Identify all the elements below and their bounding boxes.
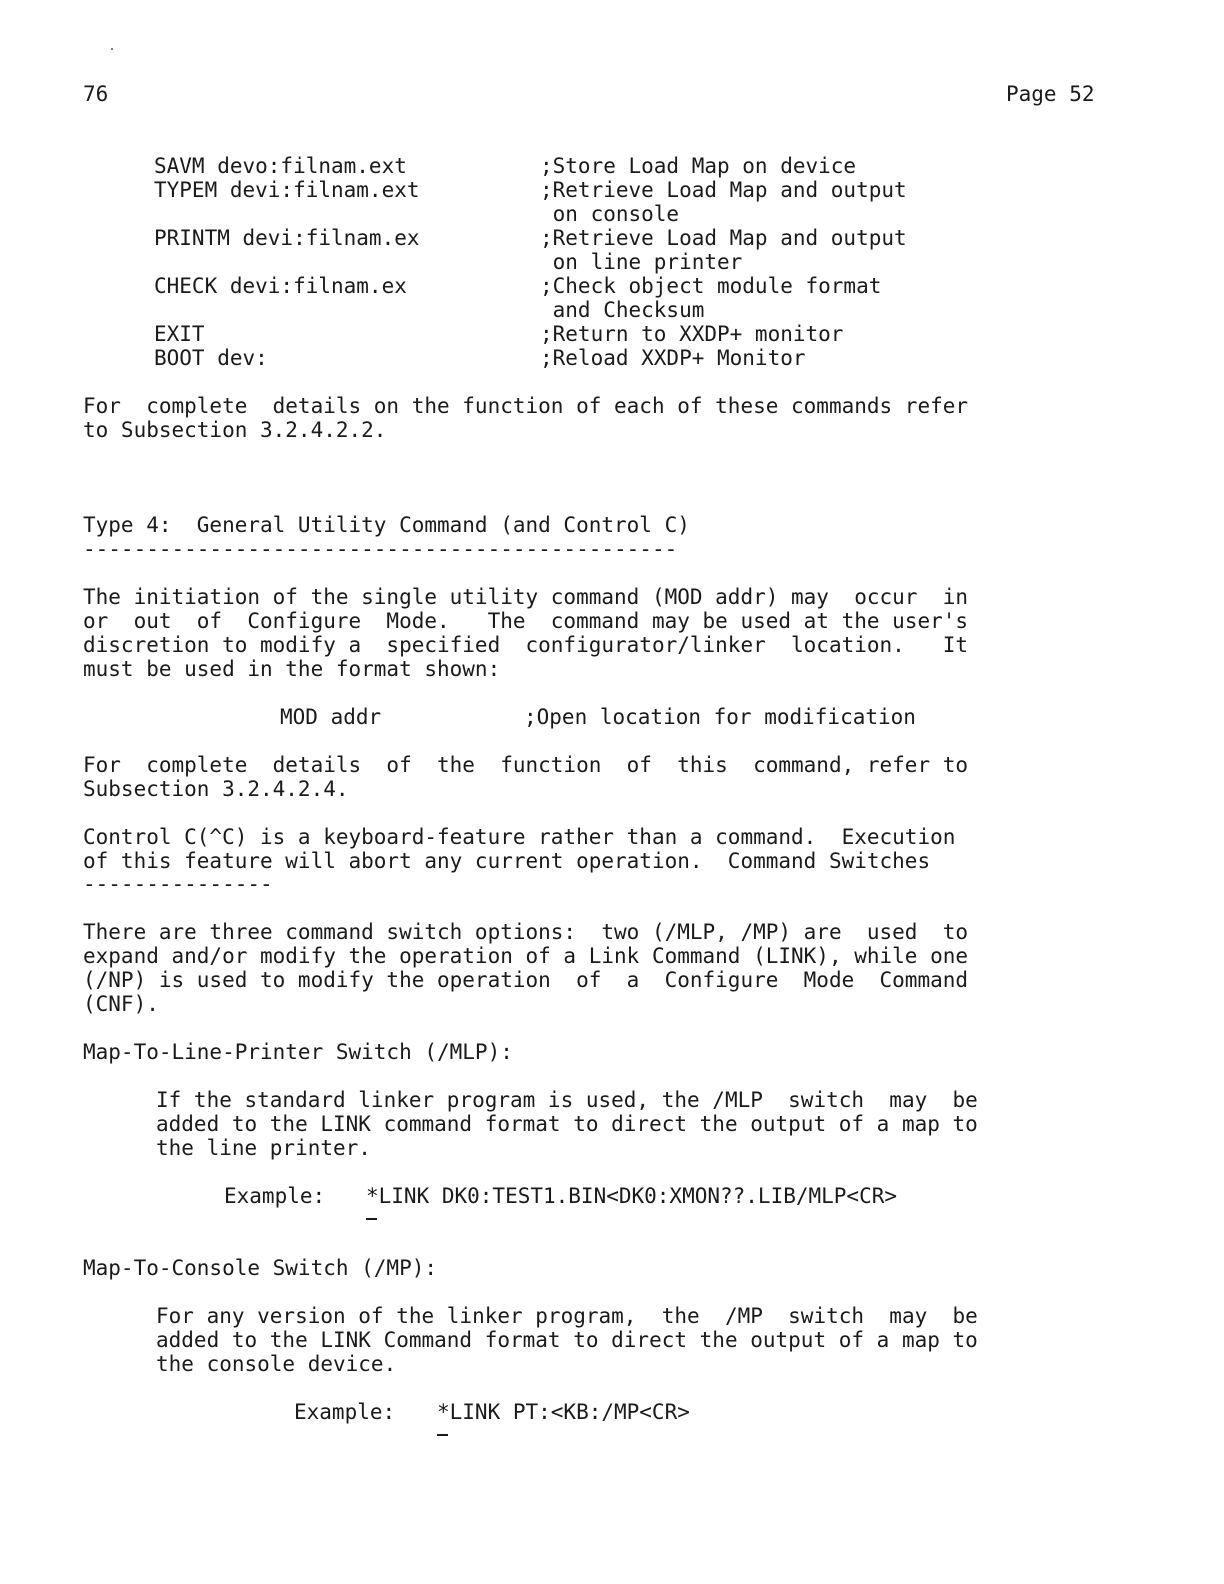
comment-exit: ;Return to XXDP+ monitor — [540, 322, 844, 346]
para-initiation-line3: discretion to modify a specified configurator/linker location. It — [83, 633, 969, 657]
para-initiation-line1: The initiation of the single utility command (MOD addr) may occur in — [83, 585, 969, 609]
page-left-number: 76 — [83, 82, 109, 106]
para-refer-2-line2: Subsection 3.2.4.2.4. — [83, 777, 349, 801]
para-control-c-line2: of this feature will abort any current operation. Command Switches — [83, 849, 931, 873]
comment-savm: ;Store Load Map on device — [540, 154, 857, 178]
scan-speck — [111, 48, 113, 50]
command-check: CHECK devi:filnam.ex — [154, 274, 407, 298]
mlp-example-text: *LINK DK0:TEST1.BIN<DK0:XMON??.LIB/MLP<CR> — [366, 1184, 898, 1208]
para-switches-line3: (/NP) is used to modify the operation of a Configure Mode Command — [83, 968, 969, 992]
mlp-body-line2: added to the LINK command format to direct the output of a map to — [156, 1112, 978, 1136]
para-initiation-line2: or out of Configure Mode. The command may be used at the user's — [83, 609, 969, 633]
para-refer-1-line2: to Subsection 3.2.4.2.2. — [83, 418, 387, 442]
comment-printm-line1: ;Retrieve Load Map and output — [540, 226, 907, 250]
mlp-example-label: Example: — [224, 1184, 326, 1208]
page-number: Page 52 — [1006, 82, 1095, 106]
switches-underline: --------------- — [83, 872, 273, 896]
comment-printm-line2: on line printer — [540, 250, 743, 274]
mp-example-label: Example: — [294, 1400, 396, 1424]
command-savm: SAVM devo:filnam.ext — [154, 154, 407, 178]
mp-example-text: *LINK PT:<KB:/MP<CR> — [437, 1400, 690, 1424]
comment-typem-line1: ;Retrieve Load Map and output — [540, 178, 907, 202]
mlp-example-cursor-mark — [366, 1218, 377, 1220]
mp-example-cursor-mark — [437, 1434, 448, 1436]
mp-body-line1: For any version of the linker program, the /MP switch may be — [156, 1304, 978, 1328]
command-boot: BOOT dev: — [154, 346, 268, 370]
comment-check-line2: and Checksum — [540, 298, 705, 322]
para-refer-2-line1: For complete details of the function of this command, refer to — [83, 753, 969, 777]
mp-body-line2: added to the LINK Command format to direct the output of a map to — [156, 1328, 978, 1352]
mod-command: MOD addr — [280, 705, 382, 729]
command-printm: PRINTM devi:filnam.ex — [154, 226, 420, 250]
para-switches-line4: (CNF). — [83, 992, 159, 1016]
mod-comment: ;Open location for modification — [524, 705, 916, 729]
command-typem: TYPEM devi:filnam.ext — [154, 178, 420, 202]
para-initiation-line4: must be used in the format shown: — [83, 657, 501, 681]
mlp-body-line1: If the standard linker program is used, the /MLP switch may be — [156, 1088, 978, 1112]
para-control-c-line1: Control C(^C) is a keyboard-feature rather than a command. Execution — [83, 825, 956, 849]
type4-heading: Type 4: General Utility Command (and Control C) — [83, 513, 690, 537]
type4-underline: ----------------------------------------------- — [83, 537, 678, 561]
para-switches-line1: There are three command switch options: two (/MLP, /MP) are used to — [83, 920, 969, 944]
comment-boot: ;Reload XXDP+ Monitor — [540, 346, 806, 370]
mp-heading: Map-To-Console Switch (/MP): — [83, 1256, 438, 1280]
para-switches-line2: expand and/or modify the operation of a Link Command (LINK), while one — [83, 944, 969, 968]
mlp-body-line3: the line printer. — [156, 1136, 371, 1160]
command-exit: EXIT — [154, 322, 205, 346]
para-refer-1-line1: For complete details on the function of each of these commands refer — [83, 394, 969, 418]
comment-check-line1: ;Check object module format — [540, 274, 882, 298]
mlp-heading: Map-To-Line-Printer Switch (/MLP): — [83, 1040, 513, 1064]
comment-typem-line2: on console — [540, 202, 680, 226]
mp-body-line3: the console device. — [156, 1352, 397, 1376]
